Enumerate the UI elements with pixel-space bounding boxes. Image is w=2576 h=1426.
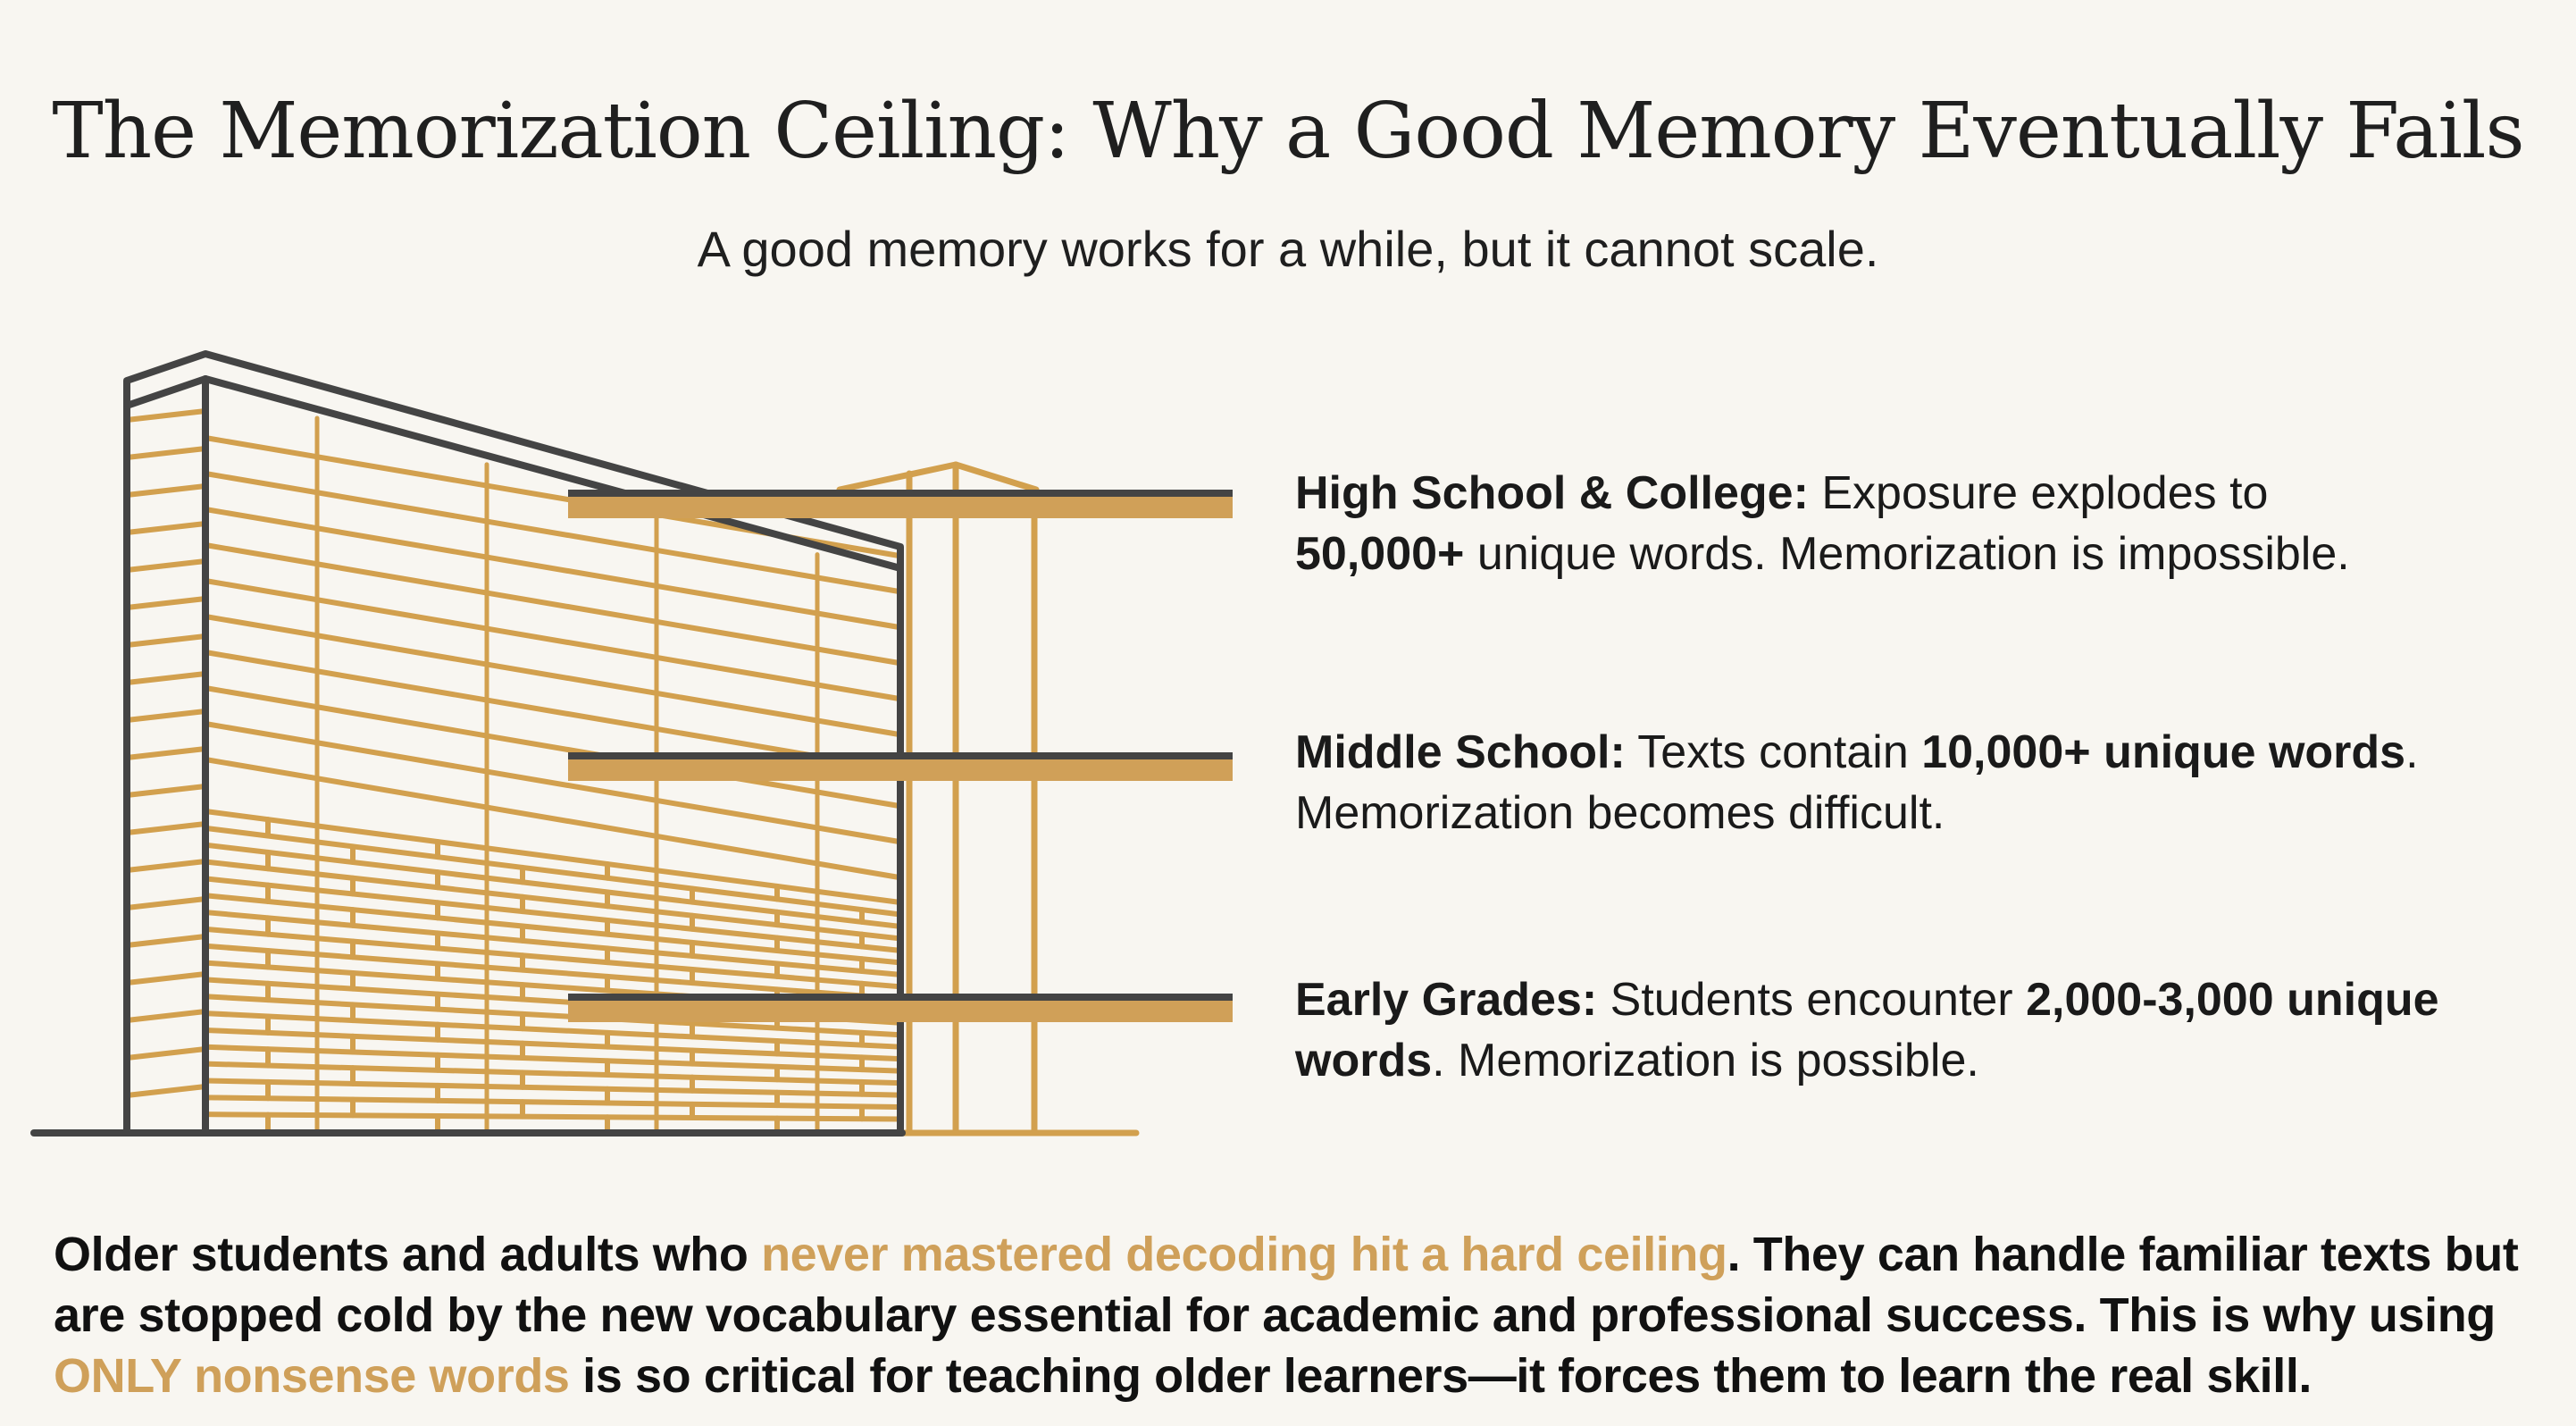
conclusion-highlight: never mastered decoding hit a hard ceiling	[761, 1228, 1727, 1281]
ledge-middle-school	[568, 756, 1233, 781]
level-text: unique words. Memorization is impossible.	[1464, 528, 2350, 580]
level-early-grades	[1295, 969, 2546, 1091]
level-word-count: 2,000-3,000 unique words	[1295, 974, 2439, 1086]
wall-illustration	[0, 340, 1268, 1144]
conclusion-text: Older students and adults who	[54, 1228, 762, 1281]
level-text: . Memorization is possible.	[1432, 1035, 1979, 1086]
level-middle-school	[1295, 722, 2546, 843]
level-label: Middle School:	[1295, 726, 1626, 778]
level-word-count: 10,000+ unique words	[1921, 726, 2406, 778]
level-word-count: 50,000+	[1295, 528, 1465, 580]
level-text: Exposure explodes to	[1808, 467, 2269, 519]
level-label: Early Grades:	[1295, 974, 1598, 1026]
conclusion-text: . They can handle familiar texts but are stopped cold by the new vocabulary essential for academic and professional success. This is why using	[54, 1228, 2519, 1342]
level-text: . Memorization becomes difficult.	[1295, 726, 2419, 839]
conclusion-text: is so critical for teaching older learners—it forces them to learn the real skill.	[569, 1349, 2313, 1403]
scaffold-roof	[840, 465, 1036, 490]
level-text: Students encounter	[1597, 974, 2027, 1026]
conclusion-paragraph	[54, 1224, 2546, 1406]
ledge-early-grades	[568, 997, 1233, 1022]
page-title: The Memorization Ceiling: Why a Good Memory Eventually Fails	[52, 87, 2524, 176]
page-subtitle: A good memory works for a while, but it cannot scale.	[697, 221, 1879, 277]
level-high-school-college	[1295, 463, 2546, 584]
wall-top-front	[127, 379, 900, 568]
level-text: Texts contain	[1625, 726, 1922, 778]
ledge-high-school	[568, 493, 1233, 518]
conclusion-highlight: ONLY nonsense words	[54, 1349, 570, 1403]
level-label: High School & College:	[1295, 467, 1809, 519]
